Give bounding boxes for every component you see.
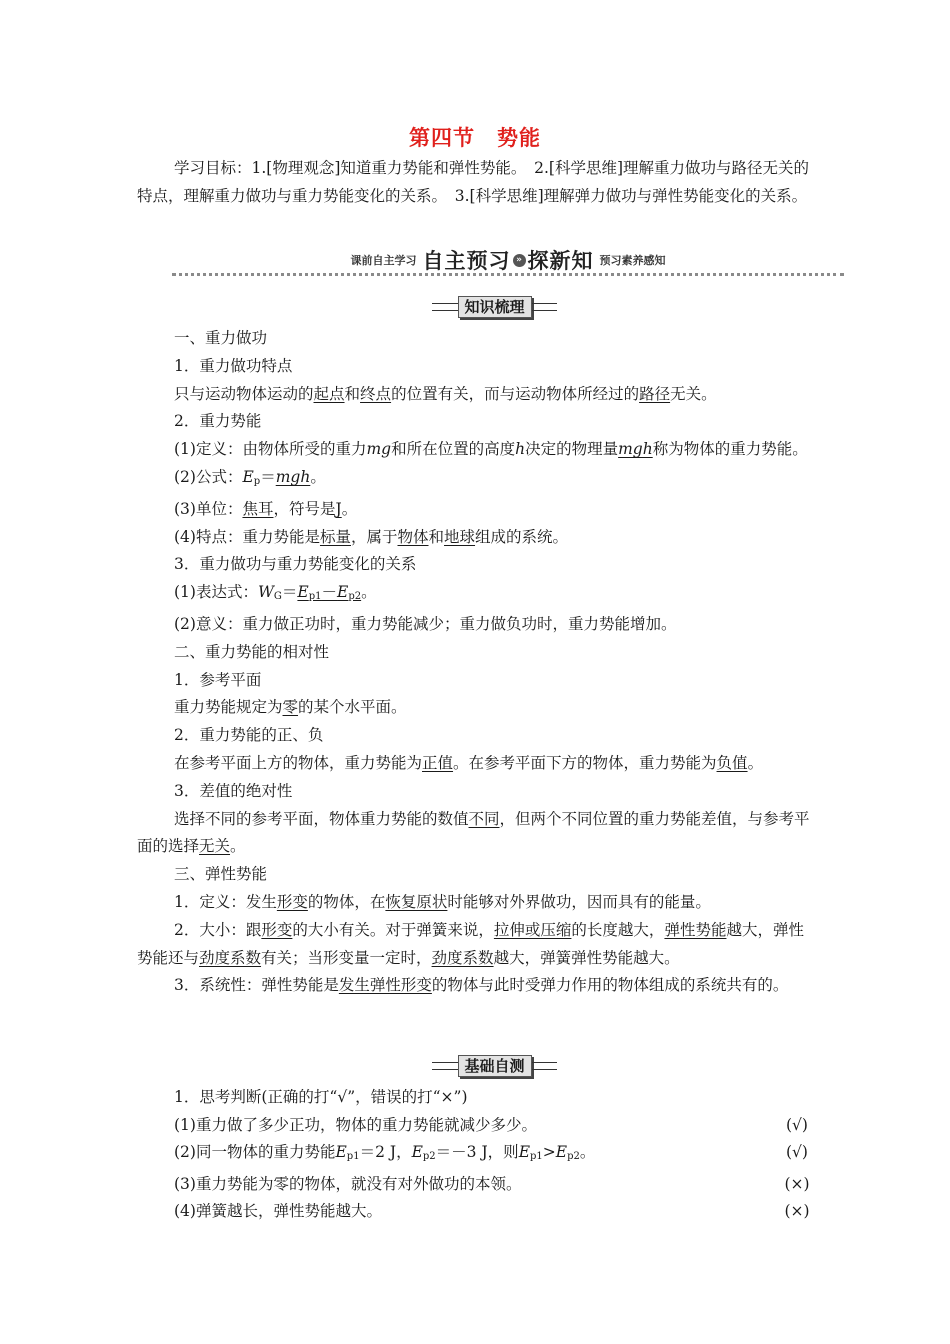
tag-rule-right [532,1062,558,1070]
tag-rule-right [532,303,558,311]
banner-right-label: 预习素养感知 [599,254,666,267]
quiz-answer: (×) [784,1174,810,1193]
knowledge-tag-label: 知识梳理 [458,296,532,318]
paragraph: (2)公式：$E_p=mgh$。 [174,467,326,487]
quiz-item [137,1198,817,1226]
subheading: 1．参考平面 [174,670,262,689]
section-banner [172,244,844,276]
quiz-question: (1)重力做了多少正功，物体的重力势能就减少多少。 [174,1115,537,1134]
knowledge-tag [432,296,557,318]
paragraph: 重力势能规定为零的某个水平面。 [174,698,407,717]
paragraph: 3．系统性：弹性势能是发生弹性形变的物体与此时受弹力作用的物体组成的系统共有的。 [174,976,789,995]
banner-dotted-rule [172,273,844,276]
quiz-item [137,1171,817,1199]
tag-rule-left [432,303,458,311]
knowledge-body [137,325,817,1000]
quiz-item [137,1139,817,1171]
paragraph: (1)定义：由物体所受的重力mg和所在位置的高度h决定的物理量mgh称为物体的重力势能。 [174,440,808,459]
paragraph: (4)特点：重力势能是标量，属于物体和地球组成的系统。 [174,527,569,546]
paragraph: 只与运动物体运动的起点和终点的位置有关，而与运动物体所经过的路径无关。 [174,384,717,403]
paragraph: 1．定义：发生形变的物体，在恢复原状时能够对外界做功，因而具有的能量。 [174,892,711,911]
section-heading: 二、重力势能的相对性 [174,642,330,661]
paragraph: 2．大小：跟形变的大小有关。对于弹簧来说，拉伸或压缩的长度越大，弹性势能越大，弹性势能还与劲度系数有关；当形变量一定时，劲度系数越大，弹簧弹性势能越大。 [137,920,804,967]
quiz-item [137,1112,817,1140]
subheading: 2．重力势能的正、负 [174,726,324,745]
quiz-question: (3)重力势能为零的物体，就没有对外做功的本领。 [174,1174,522,1193]
quiz-question: (2)同一物体的重力势能$E_{p1}=2$ J，$E_{p2}=-3$ J，则$E_{p1}>E_{p2}$。 [174,1143,596,1163]
subheading: 1．重力做功特点 [174,356,293,375]
paragraph: (3)单位：焦耳，符号是J。 [174,499,358,518]
paragraph: 在参考平面上方的物体，重力势能为正值。在参考平面下方的物体，重力势能为负值。 [174,753,764,772]
section-heading: 三、弹性势能 [174,865,268,884]
subheading: 3．重力做功与重力势能变化的关系 [174,555,417,574]
banner-title-2: 探新知 [527,249,594,273]
banner-left-label: 课前自主学习 [350,254,417,267]
paragraph: 选择不同的参考平面，物体重力势能的数值不同，但两个不同位置的重力势能差值，与参考平面的选择无关。 [137,809,810,856]
quiz-answer: (√) [786,1143,808,1162]
page-title: 第四节 势能 [409,126,541,150]
quiz-answer: (√) [786,1115,808,1134]
banner-title-1: 自主预习 [422,249,511,273]
banner-arrow-icon: » [513,254,526,267]
basic-test-tag [432,1055,557,1077]
section-heading: 一、重力做功 [174,329,268,347]
subheading: 2．重力势能 [174,412,262,431]
subheading: 3．差值的绝对性 [174,781,293,800]
quiz-intro: 1．思考判断(正确的打“√”，错误的打“×”) [174,1088,468,1106]
basic-test-tag-label: 基础自测 [458,1055,532,1077]
quiz-question: (4)弹簧越长，弹性势能越大。 [174,1202,382,1221]
quiz-body [137,1084,817,1226]
tag-rule-left [432,1062,458,1070]
paragraph: (1)表达式：$W_G=E_{p1}-E_{p2}$。 [174,583,377,603]
learning-goals: 学习目标：1.[物理观念]知道重力势能和弹性势能。 2.[科学思维]理解重力做功与路径无关的特点，理解重力做功与重力势能变化的关系。 3.[科学思维]理解弹力做功与弹性势能变化的关系。 [137,159,810,205]
quiz-answer: (×) [784,1202,810,1221]
paragraph: (2)意义：重力做正功时，重力势能减少；重力做负功时，重力势能增加。 [174,614,677,633]
